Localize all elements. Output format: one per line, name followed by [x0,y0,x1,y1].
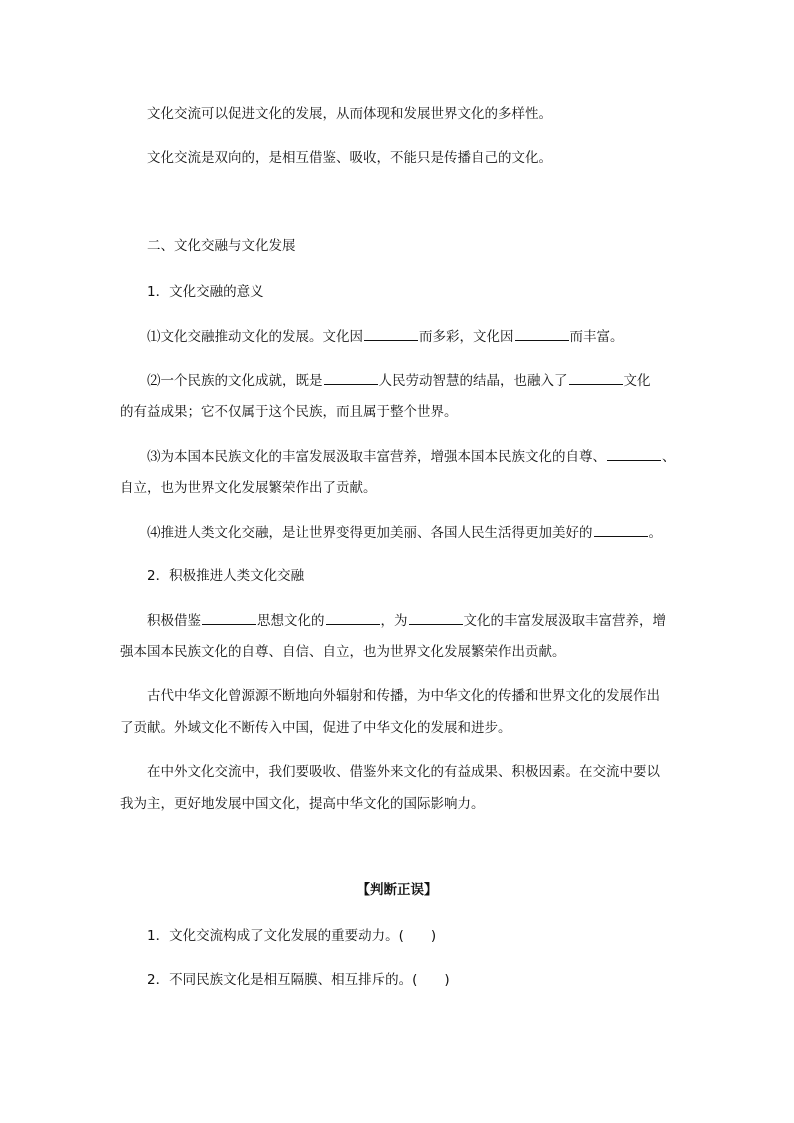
text-segment: 思想文化的 [257,613,325,629]
fill-blank[interactable] [326,610,380,625]
paragraph-ancient-chinese-culture: 古代中华文化曾源源不断地向外辐射和传播，为中华文化的传播和世界文化的发展作出 [147,688,660,704]
paragraph-point-3-continued: 自立，也为世界文化发展繁荣作出了贡献。 [120,480,377,496]
fill-blank[interactable] [594,522,648,537]
judge-section-title: 【判断正误】 [356,882,438,898]
fill-blank[interactable] [324,370,378,385]
paragraph-point-2-continued: 的有益成果；它不仅属于这个民族，而且属于整个世界。 [120,404,458,420]
paragraph-exchange-two-way: 文化交流是双向的，是相互借鉴、吸收，不能只是传播自己的文化。 [147,150,552,166]
paragraph-point-2 [147,370,651,391]
fill-blank[interactable] [409,610,463,625]
paragraph-point-1 [147,326,624,347]
text-segment: 而丰富。 [569,329,624,345]
paragraph-sino-foreign-exchange-continued: 我为主，更好地发展中国文化，提高中华文化的国际影响力。 [120,796,485,812]
paragraph-promote-exchange [147,610,666,631]
fill-blank[interactable] [607,446,661,461]
paragraph-promote-exchange-continued: 强本国本民族文化的自尊、自信、自立，也为世界文化发展繁荣作出贡献。 [120,644,566,660]
section-title-cultural-fusion: 二、文化交融与文化发展 [147,238,296,254]
paragraph-sino-foreign-exchange: 在中外文化交流中，我们要吸收、借鉴外来文化的有益成果、积极因素。在交流中要以 [147,764,660,780]
text-segment: 。 [648,525,662,541]
paragraph-ancient-chinese-culture-continued: 了贡献。外域文化不断传入中国，促进了中华文化的发展和进步。 [120,720,512,736]
fill-blank[interactable] [364,326,418,341]
text-segment: ⑴文化交融推动文化的发展。文化因 [147,329,363,345]
text-segment: 文化的丰富发展汲取丰富营养，增 [463,613,666,629]
fill-blank[interactable] [515,326,569,341]
text-segment: ，为 [380,613,408,629]
subsection-title-significance: 1．文化交融的意义 [147,284,264,300]
text-segment: 而多彩，文化因 [419,329,514,345]
fill-blank[interactable] [202,610,256,625]
subsection-title-promote: 2．积极推进人类文化交融 [147,568,305,584]
text-segment: ⑵一个民族的文化成就，既是 [147,373,323,389]
fill-blank[interactable] [569,370,623,385]
paragraph-point-3 [147,446,676,467]
paragraph-cultural-exchange-diversity: 文化交流可以促进文化的发展，从而体现和发展世界文化的多样性。 [147,106,552,122]
text-segment: 人民劳动智慧的结晶，也融入了 [378,373,568,389]
text-segment: 、 [662,449,676,465]
paragraph-point-4 [147,522,662,543]
text-segment: 文化 [623,373,651,389]
judge-question-2: 2．不同民族文化是相互隔膜、相互排斥的。( ) [147,972,450,988]
text-segment: 积极借鉴 [147,613,201,629]
text-segment: ⑶为本国本民族文化的丰富发展汲取丰富营养，增强本国本民族文化的自尊、 [147,449,606,465]
judge-question-1: 1．文化交流构成了文化发展的重要动力。( ) [147,928,437,944]
text-segment: ⑷推进人类文化交融，是让世界变得更加美丽、各国人民生活得更加美好的 [147,525,593,541]
